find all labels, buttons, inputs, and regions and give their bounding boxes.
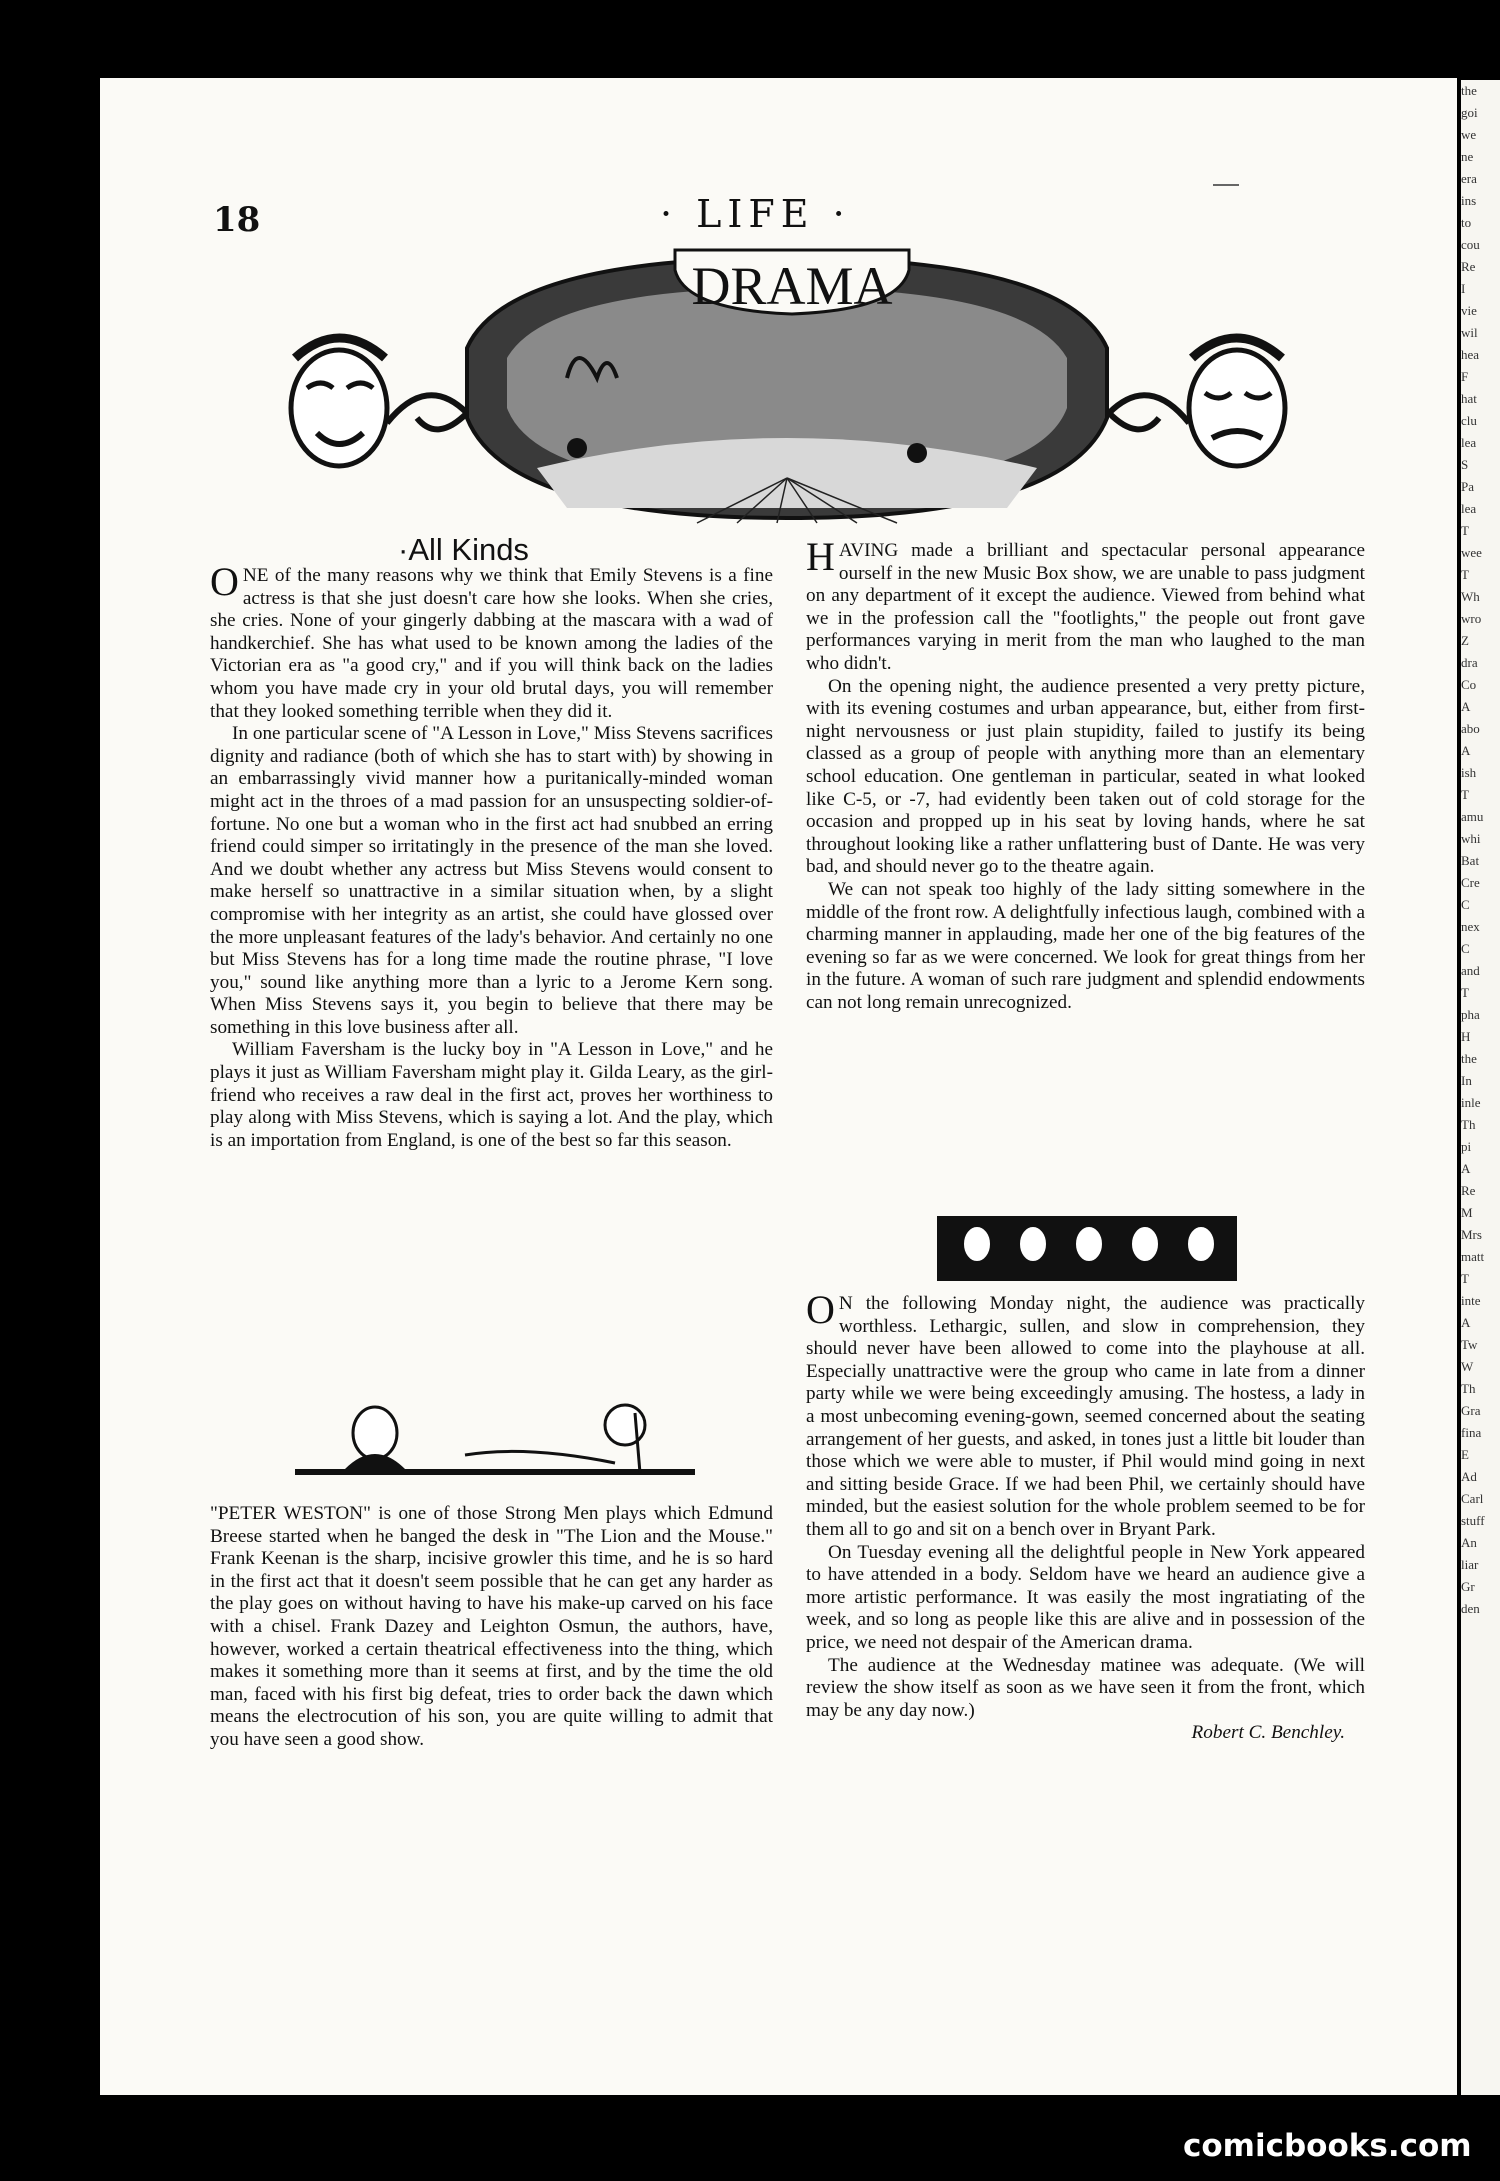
next-page-fragment: I [1461, 281, 1466, 296]
next-page-fragment: E [1461, 1447, 1469, 1462]
next-page-fragment: pha [1461, 1007, 1480, 1022]
next-page-fragment: we [1461, 127, 1477, 142]
margin-mark [1213, 184, 1239, 186]
next-page-fragment: stuff [1461, 1513, 1485, 1528]
next-page-fragment: pi [1461, 1139, 1472, 1154]
author-signature: Robert C. Benchley. [1191, 1722, 1345, 1744]
next-page-fragment: M [1461, 1205, 1473, 1220]
paragraph: HAVING made a brilliant and spectacular personal appearance ourself in the new Music Box show, we are unable to pass judgment on any department of it except the audience. Viewed from behind what we in the profession call the "footlights," the people out front gave performances varying in merit from the man who laughed to the man who didn't. [806, 534, 1365, 674]
next-page-fragment: Carl [1461, 1491, 1484, 1506]
banner-title: DRAMA [691, 256, 893, 316]
next-page-fragment: A [1461, 1315, 1471, 1330]
next-page-fragment: the [1461, 1051, 1477, 1066]
paragraph: We can not speak too highly of the lady sitting somewhere in the middle of the front row. A delightfully infectious laugh, combined with a charming manner in applauding, made her one of the big features of the evening so far as we were concerned. We look for great things from her in the future. A woman of such rare judgment and splendid endowments can not long remain unrecognized. [806, 878, 1365, 1013]
next-page-fragment: wro [1461, 611, 1482, 626]
next-page-fragment: to [1461, 215, 1472, 230]
next-page-fragment: Wh [1461, 589, 1480, 604]
next-page-fragment: Gra [1461, 1403, 1481, 1418]
next-page-fragment: Th [1461, 1381, 1476, 1396]
next-page-fragment: C [1461, 897, 1470, 912]
drama-banner-illustration [277, 238, 1300, 528]
next-page-fragment: W [1461, 1359, 1474, 1374]
pierrot-illustration [295, 1403, 695, 1487]
next-page-fragment: A [1461, 699, 1471, 714]
paragraph: On the opening night, the audience presented a very pretty picture, with its evening costumes and urban appearance, but, either from first-night nervousness or just plain stupidity, failed to justify its being classed as a group of people with anything more than an elementary school education. One gentleman in particular, seated in what looked like C-5, or -7, had evidently been taken out of cold storage for the occasion and propped up in his seat by loving hands, where he sat throughout looking like a rather unflattering bust of Dante. He was very bad, and should never go to the theatre again. [806, 675, 1365, 878]
next-page-fragment: fina [1461, 1425, 1482, 1440]
next-page-fragment: T [1461, 1271, 1469, 1286]
next-page-fragment: inle [1461, 1095, 1481, 1110]
article-audiences [806, 1287, 1365, 1745]
next-page-fragment: the [1461, 83, 1477, 98]
next-page-fragment: goi [1461, 105, 1478, 120]
next-page-fragment: S [1461, 457, 1469, 472]
watermark: comicbooks.com [1183, 2128, 1472, 2164]
paragraph: The audience at the Wednesday matinee was adequate. (We will review the show itself as soon as we have seen it from the front, which may be any day now.) [806, 1654, 1365, 1721]
paragraph: William Faversham is the lucky boy in "A Lesson in Love," and he plays it just as William Faversham might play it. Gilda Leary, as the girl-friend who receives a raw deal in the first act, proves her worthiness to play along with Miss Stevens, which is saying a lot. And the play, which is an importation from England, is one of the best so far this season. [210, 1039, 773, 1151]
next-page-fragment: T [1461, 567, 1469, 582]
next-page-fragment: vie [1461, 303, 1477, 318]
next-page-fragment: Z [1461, 633, 1469, 648]
next-page-fragment: hat [1461, 391, 1477, 406]
next-page-fragment: whi [1461, 831, 1481, 846]
next-page-fragment: clu [1461, 413, 1477, 428]
next-page-fragment: liar [1461, 1557, 1479, 1572]
next-page-fragment: ish [1461, 765, 1477, 780]
next-page-fragment: cou [1461, 237, 1480, 252]
next-page-fragment: nex [1461, 919, 1480, 934]
paragraph: On Tuesday evening all the delightful people in New York appeared to have attended in a body. Seldom have we heard an audience give a more artistic performance. It was easily the most ingratiating of the week, and so long as people like this are alive and in possession of the price, we need not despair of the American drama. [806, 1541, 1365, 1653]
next-page-fragment: ins [1461, 193, 1477, 208]
next-page-fragment: T [1461, 787, 1469, 802]
next-page-fragment: T [1461, 523, 1469, 538]
next-page-fragment: Re [1461, 259, 1476, 274]
left-mask-icon [291, 338, 387, 466]
paragraph: "PETER WESTON" is one of those Strong Men plays which Edmund Breese started when he banged the desk in "The Lion and the Mouse." Frank Keenan is the sharp, incisive growler this time, and he is so hard in the first act that it doesn't seem possible that he can get any harder as the play goes on without having to have his make-up carved on his face with a chisel. Frank Dazey and Leighton Osmun, the authors, have, however, worked a certain theatrical effectiveness into the thing, which makes it something more than it seems at first, and by the time the old man, faced with his first big defeat, tries to order back the dawn which means the electrocution of his son, you are quite willing to admit that you have seen a good show. [210, 1503, 773, 1750]
next-page-fragment: era [1461, 171, 1477, 186]
next-page-fragment: Th [1461, 1117, 1476, 1132]
next-page-fragment: amu [1461, 809, 1484, 824]
next-page-fragment: A [1461, 743, 1471, 758]
next-page-fragment: Pa [1461, 479, 1474, 494]
next-page-fragment: Tw [1461, 1337, 1478, 1352]
next-page-fragment: den [1461, 1601, 1480, 1616]
next-page-fragment: T [1461, 985, 1469, 1000]
next-page-fragment: lea [1461, 435, 1477, 450]
next-page-fragment: Bat [1461, 853, 1480, 868]
next-page-fragment: Ad [1461, 1469, 1477, 1484]
next-page-fragment: An [1461, 1535, 1477, 1550]
next-page-fragment: ne [1461, 149, 1474, 164]
next-page-strip [1461, 80, 1500, 2095]
next-page-fragment: C [1461, 941, 1470, 956]
page-number: 18 [213, 200, 261, 240]
next-page-fragment: A [1461, 1161, 1471, 1176]
paragraph: In one particular scene of "A Lesson in Love," Miss Stevens sacrifices dignity and radiance (both of which she has to start with) by showing in an embarrassingly vivid manner how a puritanically-minded woman might act in the throes of a mad passion for an unsuspecting soldier-of-fortune. No one but a woman who in the first act had snubbed an erring friend could simper so irritatingly in the presence of the man she loved. And we doubt whether any actress but Miss Stevens would consent to make herself so unattractive in a similar situation when, by a slight compromise with her integrity as an artist, she could have glossed over the more unpleasant features of the lady's behavior. And certainly no one but Miss Stevens has for a long time made the routine phrase, "I love you," sound like anything more than a lyric to a Jerome Kern song. When Miss Stevens says it, you begin to believe that there may be something in this love business after all. [210, 723, 773, 1038]
next-page-fragment: lea [1461, 501, 1477, 516]
next-page-fragment: and [1461, 963, 1480, 978]
right-mask-icon [1189, 338, 1285, 466]
next-page-fragment: F [1461, 369, 1469, 384]
next-page-fragment: In [1461, 1073, 1472, 1088]
next-page-fragment: inte [1461, 1293, 1481, 1308]
article-heading: ·All Kinds [398, 532, 529, 567]
next-page-fragment: abo [1461, 721, 1480, 736]
next-page-fragment: hea [1461, 347, 1480, 362]
next-page-fragment: Cre [1461, 875, 1480, 890]
masthead: · LIFE · [660, 192, 851, 236]
next-page-fragment: Re [1461, 1183, 1476, 1198]
next-page-fragment: matt [1461, 1249, 1485, 1264]
next-page-fragment: H [1461, 1029, 1471, 1044]
next-page-fragment: dra [1461, 655, 1478, 670]
next-page-fragment: wil [1461, 325, 1478, 340]
next-page-fragment: Co [1461, 677, 1477, 692]
next-page-fragment: Mrs [1461, 1227, 1482, 1242]
audience-faces-illustration [937, 1216, 1237, 1281]
paragraph: O N the following Monday night, the audience was practically worthless. Lethargic, sullen, and slow in comprehension, they should never have been allowed to come into the playhouse at all. Especially unattractive were the group who came in late from a dinner party while we were being exceedingly amusing. The hostess, a lady in a most unbecoming evening-gown, seemed concerned about the seating arrangement of her guests, and asked, in tones just a little bit louder than those which we were able to muster, if Phil would mind going in next and sitting beside Grace. If we had been Phil, we certainly should have minded, but the easiest solution for the whole problem seemed to be for them all to go and sit on a bench over in Bryant Park. [806, 1287, 1365, 1540]
next-page-fragment: wee [1461, 545, 1482, 560]
article-peter-weston [210, 1503, 773, 1752]
article-all-kinds [210, 559, 773, 1152]
next-page-fragment: Gr [1461, 1579, 1475, 1594]
article-music-box [806, 534, 1365, 1014]
paragraph: ONE of the many reasons why we think that Emily Stevens is a fine actress is that she just doesn't care how she looks. When she cries, she cries. None of your gingerly dabbing at the mascara with a wad of handkerchief. She has what used to be known among the ladies of the Victorian era as "a good cry," and if you will think back on the ladies whom you have made cry in your old brutal days, you will remember that they looked something terrible when they did it. [210, 559, 773, 722]
